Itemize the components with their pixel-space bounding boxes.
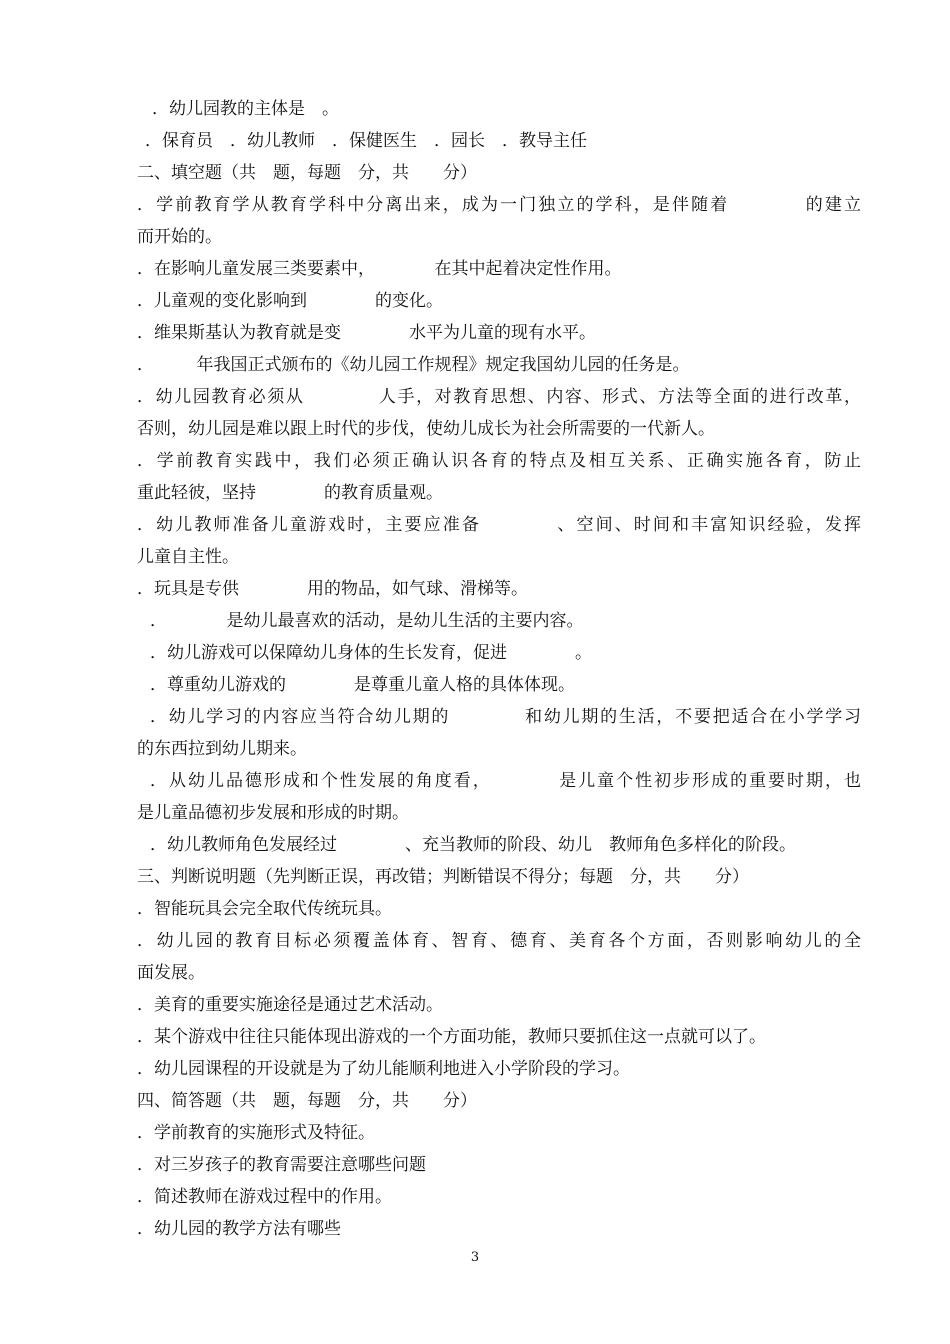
question-line: ．幼儿园的教育目标必须覆盖体育、智育、德育、美育各个方面，否则影响幼儿的全 <box>137 931 861 951</box>
question-line: ．学前教育实践中，我们必须正确认识各育的特点及相互关系、正确实施各育，防止 <box>137 451 861 471</box>
question-continuation: 重此轻彼，坚持 的教育质量观。 <box>137 483 443 503</box>
question-continuation: 儿童自主性。 <box>137 547 239 567</box>
question-continuation: 是儿童品德初步发展和形成的时期。 <box>137 803 409 823</box>
question-line: ．尊重幼儿游戏的 是尊重儿童人格的具体体现。 <box>150 675 575 695</box>
section-heading-fill-blank: 二、填空题（共 题，每题 分，共 分） <box>137 163 477 183</box>
question-line: ． 是幼儿最喜欢的活动，是幼儿生活的主要内容。 <box>150 611 584 631</box>
question-line: ．幼儿游戏可以保障幼儿身体的生长发育，促进 。 <box>150 643 592 663</box>
question-line: ．某个游戏中往往只能体现出游戏的一个方面功能，教师只要抓住这一点就可以了。 <box>137 1027 766 1047</box>
question-line: ．幼儿园课程的开设就是为了幼儿能顺利地进入小学阶段的学习。 <box>137 1059 630 1079</box>
question-line: ．幼儿教师准备儿童游戏时，主要应准备 、空间、时间和丰富知识经验，发挥 <box>137 515 861 535</box>
question-line: ．儿童观的变化影响到 的变化。 <box>137 291 443 311</box>
question-line: ．幼儿园教的主体是 。 <box>152 99 339 119</box>
question-line: ．学前教育学从教育学科中分离出来，成为一门独立的学科，是伴随着 的建立 <box>137 195 861 215</box>
option-line: ．保育员 ．幼儿教师 ．保健医生 ．园长 ．教导主任 <box>145 131 587 151</box>
section-heading-short-answer: 四、简答题（共 题，每题 分，共 分） <box>137 1091 477 1111</box>
question-line: ．幼儿园教育必须从 人手，对教育思想、内容、形式、方法等全面的进行改革， <box>137 387 861 407</box>
question-line: ．维果斯基认为教育就是变 水平为儿童的现有水平。 <box>137 323 596 343</box>
question-line: ．幼儿教师角色发展经过 、充当教师的阶段、幼儿 教师角色多样化的阶段。 <box>150 835 796 855</box>
question-line: ．幼儿学习的内容应当符合幼儿期的 和幼儿期的生活，不要把适合在小学学习 <box>150 707 861 727</box>
question-line: ．对三岁孩子的教育需要注意哪些问题 <box>137 1155 426 1175</box>
page-number: 3 <box>470 1250 480 1265</box>
question-line: ．学前教育的实施形式及特征。 <box>137 1123 375 1143</box>
question-line: ． 年我国正式颁布的《幼儿园工作规程》规定我国幼儿园的任务是。 <box>137 355 690 375</box>
question-continuation: 否则，幼儿园是难以跟上时代的步伐，使幼儿成长为社会所需要的一代新人。 <box>137 419 715 439</box>
question-line: ．从幼儿品德形成和个性发展的角度看， 是儿童个性初步形成的重要时期，也 <box>150 771 861 791</box>
question-line: ．玩具是专供 用的物品，如气球、滑梯等。 <box>137 579 528 599</box>
question-line: ．幼儿园的教学方法有哪些 <box>137 1219 341 1239</box>
question-continuation: 的东西拉到幼儿期来。 <box>137 739 307 759</box>
section-heading-true-false: 三、判断说明题（先判断正误，再改错；判断错误不得分；每题 分，共 分） <box>137 867 749 887</box>
question-line: ．智能玩具会完全取代传统玩具。 <box>137 899 392 919</box>
question-continuation: 面发展。 <box>137 963 205 983</box>
question-line: ．简述教师在游戏过程中的作用。 <box>137 1187 392 1207</box>
question-line: ．在影响儿童发展三类要素中， 在其中起着决定性作用。 <box>137 259 622 279</box>
question-continuation: 而开始的。 <box>137 227 222 247</box>
question-line: ．美育的重要实施途径是通过艺术活动。 <box>137 995 443 1015</box>
